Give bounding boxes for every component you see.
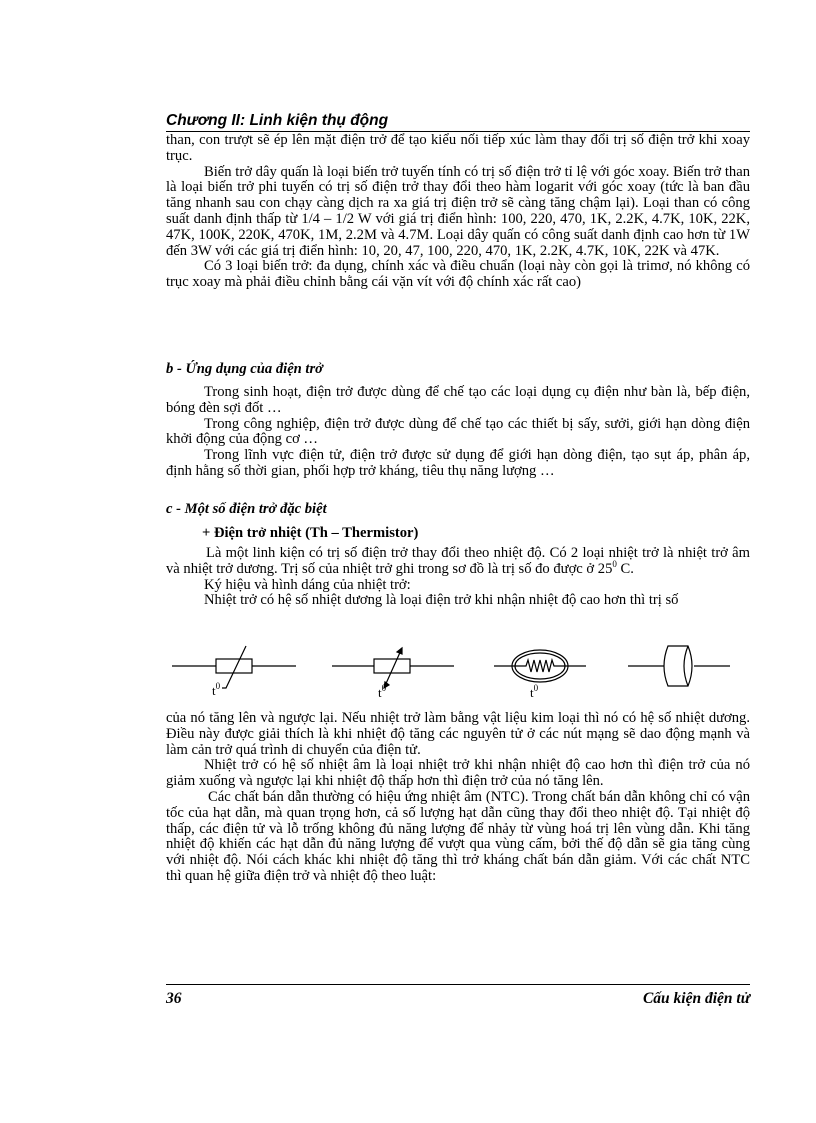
page-number: 36 <box>166 990 182 1007</box>
thermistor-symbol-1 <box>172 646 296 688</box>
paragraph: của nó tăng lên và ngược lại. Nếu nhiệt trở làm bằng vật liệu kim loại thì nó có hệ số nhiệt dương. Điều này được giải thích là khi nhiệt độ tăng các nguyên tử ở các nút mạng sẽ dao động mạnh và làm cản trở quá trình di chuyển của điện tử. <box>166 710 750 758</box>
paragraph: Trong sinh hoạt, điện trở được dùng để chế tạo các loại dụng cụ điện như bàn là, bếp điện, bóng đèn sợi đốt … <box>166 384 750 416</box>
thermistor-symbol-4 <box>628 646 730 686</box>
paragraph: Ký hiệu và hình dáng của nhiệt trở: <box>204 576 411 593</box>
paragraph: Trong lĩnh vực điện tử, điện trở được sử dụng để giới hạn dòng điện, tạo sụt áp, phân áp, định hằng số thời gian, phối hợp trở kháng, tiêu thụ năng lượng … <box>166 447 750 479</box>
celsius-unit: C. <box>616 560 634 577</box>
thermistor-subheading: + Điện trở nhiệt (Th – Thermistor) <box>202 525 419 541</box>
paragraph: than, con trượt sẽ ép lên mặt điện trở để tạo kiểu nối tiếp xúc làm thay đổi trị số điện trở khi xoay trục. <box>166 132 750 164</box>
paragraph: Nhiệt trở có hệ số nhiệt dương là loại điện trở khi nhận nhiệt độ cao hơn thì trị số <box>204 592 679 609</box>
thermistor-symbols-svg <box>166 640 750 704</box>
footer-rule <box>166 984 750 985</box>
thermistor-definition: Là một linh kiện có trị số điện trở thay đổi theo nhiệt độ. Có 2 loại nhiệt trở là nhiệt trở âm và nhiệt trở dương. Trị số của nhiệt trở ghi trong sơ đồ là trị số đo được ở 25 <box>166 545 750 577</box>
paragraph <box>166 546 750 578</box>
temp-label-2: $t^0$ <box>378 683 387 700</box>
book-title: Cấu kiện điện tử <box>642 990 750 1007</box>
section-c-heading: c - Một số điện trở đặc biệt <box>166 501 327 517</box>
paragraph: Nhiệt trở có hệ số nhiệt âm là loại nhiệt trở khi nhận nhiệt độ cao hơn thì điện trở của nó giảm xuống và ngược lại khi nhiệt độ thấp hơn thì điện trở của nó tăng lên. <box>166 757 750 790</box>
section-c-intro <box>166 546 750 609</box>
chapter-title: Chương II: Linh kiện thụ động <box>166 112 389 129</box>
thermistor-symbol-3 <box>494 650 586 682</box>
thermistor-symbols-figure <box>166 640 750 704</box>
intro-block <box>166 133 750 291</box>
temp-label-1: $t^0$ <box>212 681 221 698</box>
thermistor-symbol-2 <box>332 648 454 688</box>
paragraph: Có 3 loại biến trở: đa dụng, chính xác và điều chuẩn (loại này còn gọi là trimơ, nó không có trục xoay mà phải điều chỉnh bằng cái vặn vít với độ chính xác rất cao) <box>166 258 750 291</box>
section-b-body <box>166 385 750 480</box>
temp-label-3: $t^0$ <box>530 683 539 700</box>
paragraph: Các chất bán dẫn thường có hiệu ứng nhiệt âm (NTC). Trong chất bán dẫn không chỉ có vận tốc của hạt dẫn, mà quan trọng hơn, cả số lượng hạt dẫn cũng thay đổi theo nhiệt độ. Tại nhiệt độ thấp, các điện tử và lỗ trống không đủ năng lượng để nhảy từ vùng hoá trị lên vùng dẫn. Khi tăng nhiệt độ khiến các hạt dẫn đủ năng lượng để vượt qua vùng cấm, bởi thế độ dẫn sẽ gia tăng cùng với nhiệt độ. Nói cách khác khi nhiệt độ tăng thì trở kháng chất bán dẫn giảm. Với các chất NTC thì quan hệ giữa điện trở và nhiệt độ theo luật: <box>166 788 750 884</box>
paragraph: Trong công nghiệp, điện trở được dùng để chế tạo các thiết bị sấy, sưởi, giới hạn dòng điện khởi động của động cơ … <box>166 415 750 448</box>
section-c-body <box>166 711 750 885</box>
paragraph: Biến trở dây quấn là loại biến trở tuyến tính có trị số điện trở tỉ lệ với góc xoay. Biến trở than là loại biến trở phi tuyến có trị số điện trở thay đổi theo hàm logarit với góc xoay (tức là ban đầu tăng nhanh sau con chạy càng dịch ra xa giá trị điện trở sẽ càng tăng chậm lại). Loại than có công suất danh định thấp từ 1/4 – 1/2 W với giá trị điển hình: 100, 220, 470, 1K, 2.2K, 4.7K, 10K, 22K, 47K, 100K, 220K, 470K, 1M, 2.2M và 4.7M. Loại dây quấn có công suất danh định cao hơn từ 1W đến 3W với các giá trị điển hình: 10, 20, 47, 100, 220, 470, 1K, 2.2K, 4.7K, 10K, 22K và 47K. <box>166 163 750 259</box>
section-b-heading: b - Ứng dụng của điện trở <box>166 361 323 377</box>
degree-superscript: 0 <box>612 558 617 569</box>
document-page <box>166 112 750 1012</box>
